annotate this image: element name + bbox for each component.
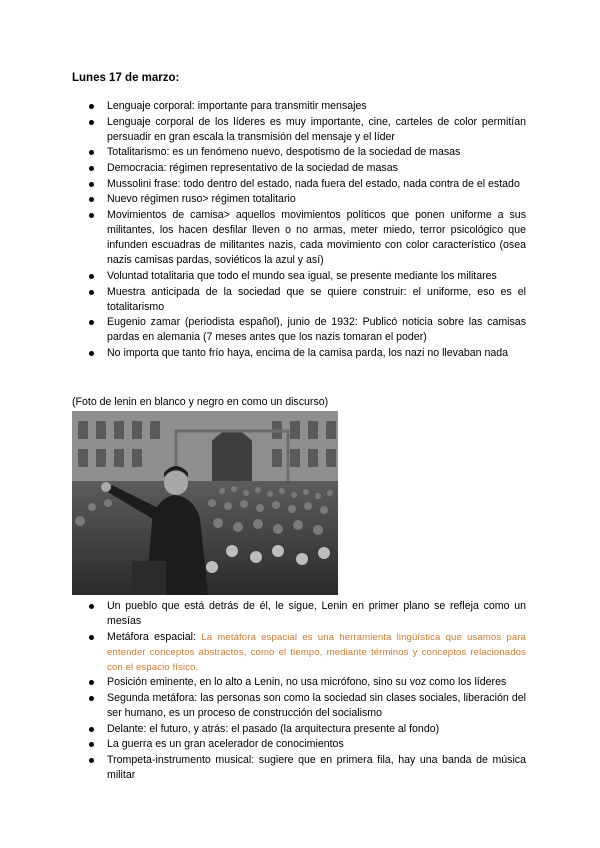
list-item: Un pueblo que está detrás de él, le sigue, Lenin en primer plano se refleja como un mesías [88,599,526,629]
page-title: Lunes 17 de marzo: [72,72,180,84]
list-item: Trompeta-instrumento musical: sugiere que en primera fila, hay una banda de música militar [88,753,526,783]
list-item: Segunda metáfora: las personas son como la sociedad sin clases sociales, liberación del ser humano, es un proceso de construcción del socialismo [88,691,526,721]
spatial-metaphor-label: Metáfora espacial: [107,630,202,643]
photo-caption: (Foto de lenin en blanco y negro en como un discurso) [72,396,329,408]
list-item: Voluntad totalitaria que todo el mundo sea igual, se presente mediante los militares [88,269,526,284]
list-item: No importa que tanto frío haya, encima de la camisa parda, los nazi no llevaban nada [88,346,526,361]
list-item: Mussolini frase: todo dentro del estado, nada fuera del estado, nada contra de el estado [88,177,526,192]
list-item: Movimientos de camisa> aquellos movimientos políticos que ponen uniforme a sus militantes, los hacen desfilar lleven o no armas, meter miedo, terror psicológico que infunden escuadras de militantes nazis, cada movimiento con color característico (osea nazis camisas pardas, soviéticos la azul y así) [88,208,526,268]
photo-analysis-list [88,599,526,784]
list-item: Lenguaje corporal de los líderes es muy importante, cine, carteles de color permitían persuadir en gran escala la transmisión del mensaje y el líder [88,115,526,145]
list-item: Posición eminente, en lo alto a Lenin, no usa micrófono, sino su voz como los líderes [88,675,526,690]
list-item: Lenguaje corporal: importante para transmitir mensajes [88,99,526,114]
list-item: Totalitarismo: es un fenómeno nuevo, despotismo de la sociedad de masas [88,145,526,160]
list-item: Muestra anticipada de la sociedad que se quiere construir: el uniforme, eso es el totalitarismo [88,285,526,315]
spatial-metaphor-definition: La metáfora espacial es una herramienta lingüística que usamos para entender conceptos abstractos, como el tiempo, mediante términos y conceptos relacionados con el espacio físico. [107,631,526,673]
list-item-spatial-metaphor [88,630,526,675]
list-item: Nuevo régimen ruso> régimen totalitario [88,192,526,207]
notes-list [88,99,526,362]
lenin-speech-photo [72,411,338,595]
list-item: Delante: el futuro, y atrás: el pasado (la arquitectura presente al fondo) [88,722,526,737]
list-item: La guerra es un gran acelerador de conocimientos [88,737,526,752]
list-item: Democracia: régimen representativo de la sociedad de masas [88,161,526,176]
list-item: Eugenio zamar (periodista español), junio de 1932: Publicó noticia sobre las camisas pardas en alemania (7 meses antes que los nazis tomaran el poder) [88,315,526,345]
